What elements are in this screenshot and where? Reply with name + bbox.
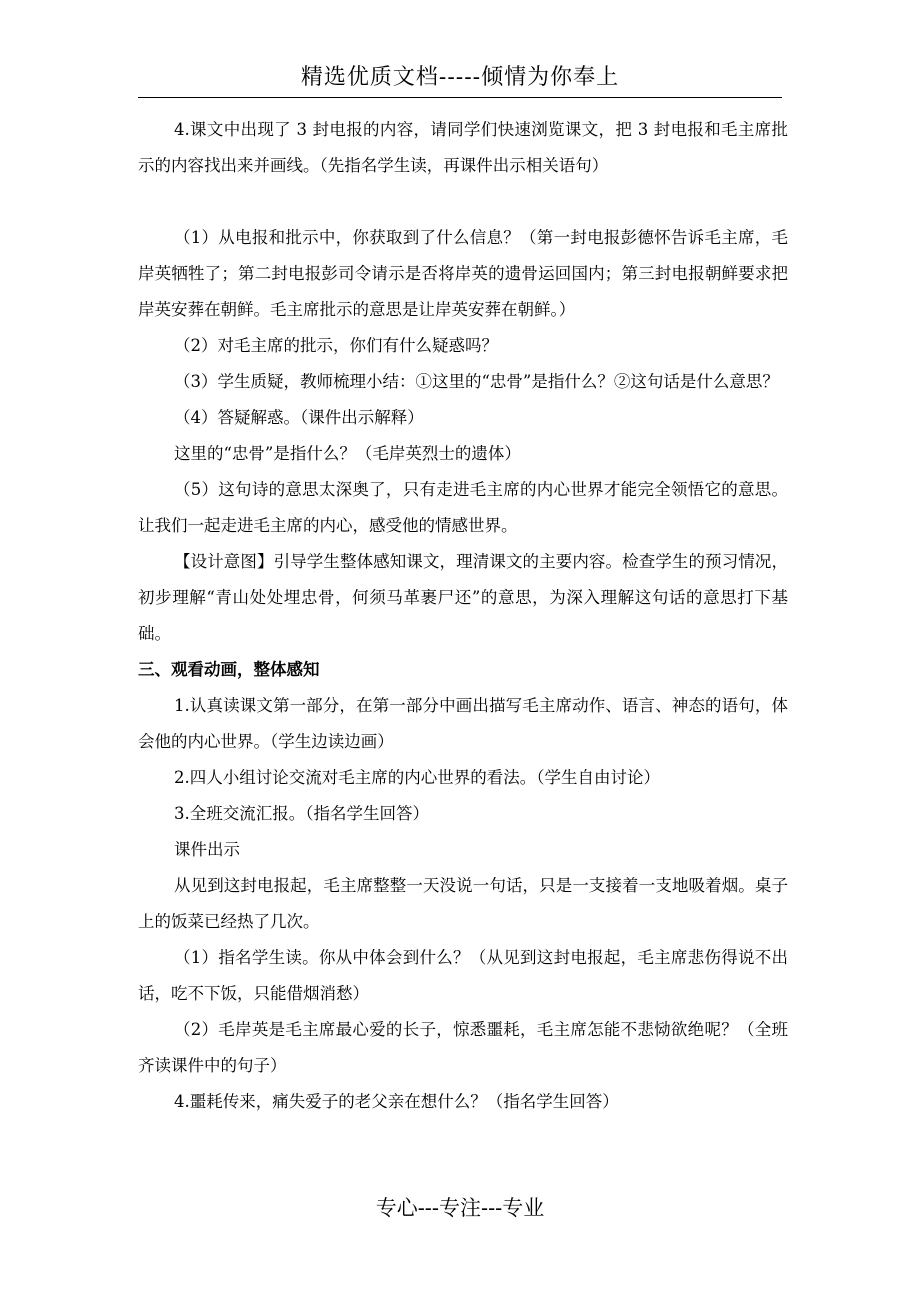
paragraph-step-2: 2.四人小组讨论交流对毛主席的内心世界的看法。（学生自由讨论） [174,768,660,787]
paragraph-courseware-label: 课件出示 [174,840,240,859]
document-body [138,112,788,1120]
paragraph-question-5: （5）这句诗的意思太深奥了，只有走进毛主席的内心世界才能完全领悟它的意思。让我们一起走进毛主席的内心，感受他的情感世界。 [138,480,788,535]
paragraph-sub-question-1: （1）指名学生读。你从中体会到什么？（从见到这封电报起，毛主席悲伤得说不出话，吃不下饭，只能借烟消愁） [138,948,788,1003]
paragraph-courseware-quote: 从见到这封电报起，毛主席整整一天没说一句话，只是一支接着一支地吸着烟。桌子上的饭菜已经热了几次。 [138,876,788,931]
paragraph-step-4: 4.噩耗传来，痛失爱子的老父亲在想什么？（指名学生回答） [174,1092,619,1111]
paragraph-sub-question-2: （2）毛岸英是毛主席最心爱的长子，惊悉噩耗，毛主席怎能不悲恸欲绝呢？（全班齐读课件中的句子） [138,1020,788,1075]
paragraph-question-4: （4）答疑解惑。（课件出示解释） [174,408,424,427]
page-header: 精选优质文档-----倾情为你奉上 [138,60,782,98]
paragraph-telegrams-task: 4.课文中出现了 3 封电报的内容，请同学们快速浏览课文，把 3 封电报和毛主席批示的内容找出来并画线。（先指名学生读，再课件出示相关语句） [138,120,788,175]
page-footer: 专心---专注---专业 [375,1196,545,1220]
paragraph-zhonggu-explanation: 这里的“忠骨”是指什么？（毛岸英烈士的遗体） [174,444,521,463]
paragraph-question-1: （1）从电报和批示中，你获取到了什么信息？（第一封电报彭德怀告诉毛主席，毛岸英牺牲了；第二封电报彭司令请示是否将岸英的遗骨运回国内；第三封电报朝鲜要求把岸英安葬在朝鲜。毛主席批示的意思是让岸英安葬在朝鲜。） [138,228,788,319]
paragraph-step-3: 3.全班交流汇报。（指名学生回答） [174,804,429,823]
paragraph-question-2: （2）对毛主席的批示，你们有什么疑惑吗？ [174,336,498,355]
section-heading: 三、观看动画，整体感知 [138,660,320,679]
paragraph-step-1: 1.认真读课文第一部分，在第一部分中画出描写毛主席动作、语言、神态的语句，体会他的内心世界。（学生边读边画） [138,696,788,751]
paragraph-question-3: （3）学生质疑，教师梳理小结：①这里的“忠骨”是指什么？②这句话是什么意思？ [174,372,779,391]
paragraph-design-intent: 【设计意图】引导学生整体感知课文，理清课文的主要内容。检查学生的预习情况，初步理解“青山处处埋忠骨，何须马革裹尸还”的意思，为深入理解这句话的意思打下基础。 [138,552,788,643]
